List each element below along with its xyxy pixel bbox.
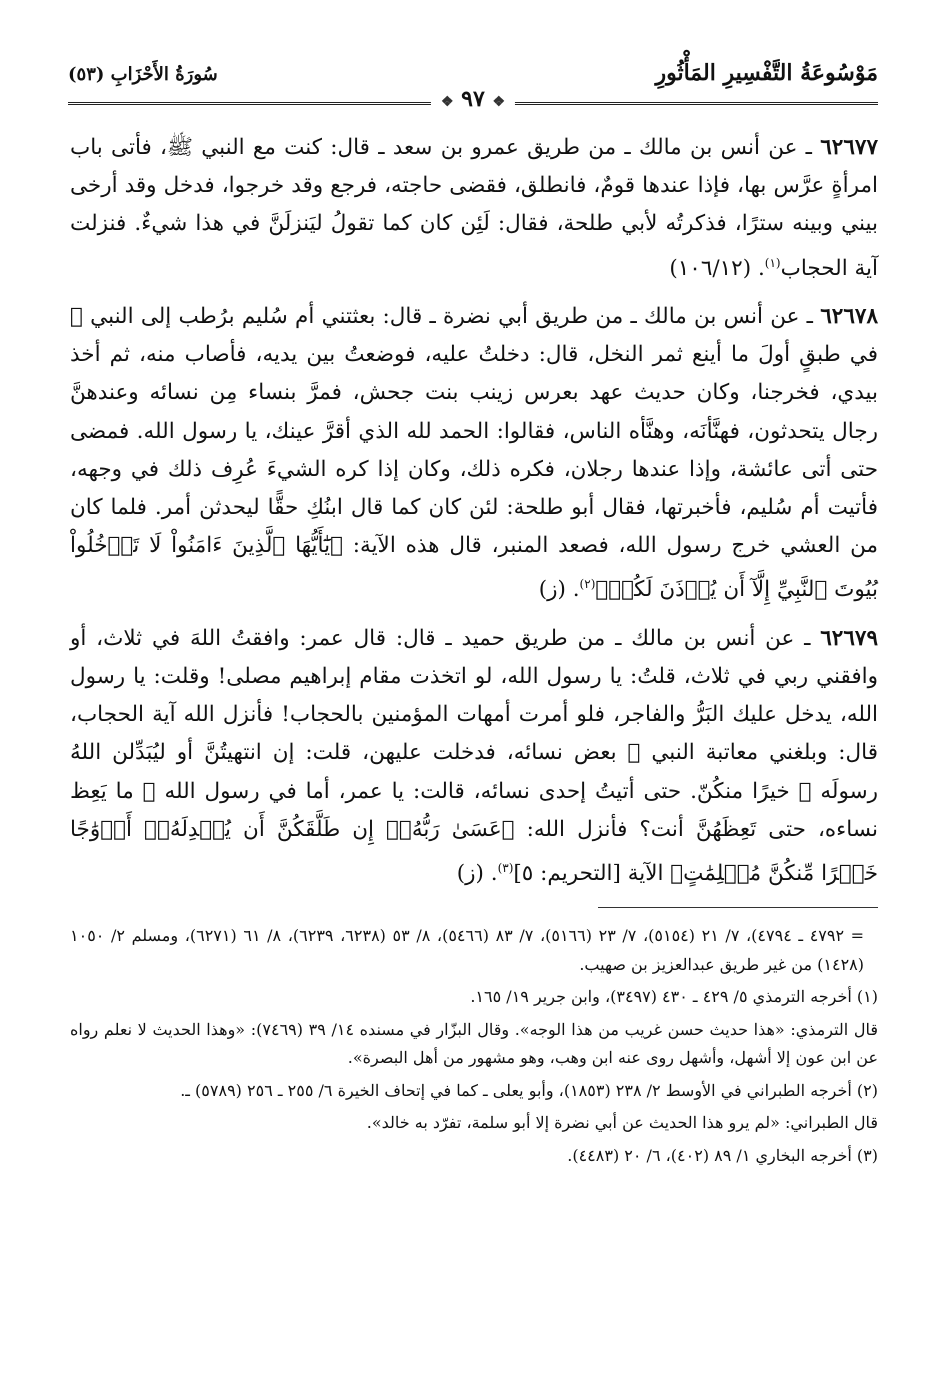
hadith-ref: . (ز) bbox=[456, 861, 498, 887]
hadith-ref: . (ز) bbox=[538, 577, 580, 603]
footnote-marker: (٣) bbox=[497, 860, 514, 875]
ornament-icon: ❖ bbox=[440, 94, 454, 110]
footnote: (١) أخرجه الترمذي ٥/ ٤٢٩ ـ ٤٣٠ (٣٤٩٧)، وابن جرير ١٩/ ١٦٥. bbox=[470, 987, 878, 1007]
footnote-continuation: = ٤٧٩٢ ـ ٤٧٩٤)، ٧/ ٢١ (٥١٥٤)، ٧/ ٢٣ (٥١٦٦)، ٧/ ٨٣ (٥٤٦٦)، ٨/ ٥٣ (٦٢٣٨، ٦٢٣٩)، ٨/ ٦١ (٦٢٧١)، ومسلم ٢/ ١٠٥٠ (١٤٢٨) من غير طريق عبدالعزيز بن صهيب. bbox=[70, 926, 865, 974]
footnote-separator bbox=[598, 907, 878, 908]
footnote: (٣) أخرجه البخاري ١/ ٨٩ (٤٠٢)، ٦/ ٢٠ (٤٤٨٣). bbox=[567, 1145, 878, 1165]
page-header bbox=[68, 52, 878, 112]
surah-title: سُورَةُ الأَحْزَابِ (٥٣) bbox=[68, 64, 218, 85]
hadith-ref: . (١٠٦/١٢) bbox=[669, 255, 765, 281]
book-page bbox=[70, 52, 878, 1174]
page-number: ٩٧ bbox=[461, 86, 485, 112]
hadith-text: ـ عن أنس بن مالك ـ من طريق عمرو بن سعد ـ قال: كنت مع النبي ﷺ، فأتى باب امرأةٍ عرَّس بها، فإذا عندها قومٌ، فانطلق، فقضى حاجته، فرجع وقد خرجوا، فدخل وقد أرخى بيني وبينه سترًا، فذكرتُه لأبي طلحة، فقال: لَئِن كان كما تقولُ ليَنزلَنَّ في هذا شيءٌ. فنزلت آية الحجاب bbox=[70, 135, 878, 281]
hadith-entry bbox=[70, 620, 878, 894]
footnote: (٢) أخرجه الطبراني في الأوسط ٢/ ٢٣٨ (١٨٥٣)، وأبو يعلى ـ كما في إتحاف الخيرة ٦/ ٢٥٥ ـ ٢٥٦ (٥٧٨٩) ـ. bbox=[180, 1080, 878, 1100]
footnote-marker: (١) bbox=[764, 255, 781, 270]
hadith-number: ٦٢٦٧٧ bbox=[820, 135, 878, 160]
footnote-comment: قال الطبراني: «لم يرو هذا الحديث عن أبي نضرة إلا أبو سلمة، تفرّد به خالد». bbox=[366, 1113, 878, 1133]
main-text bbox=[70, 129, 878, 893]
footnote-comment: قال الترمذي: «هذا حديث حسن غريب من هذا الوجه». وقال البزّار في مسنده ١٤/ ٣٩ (٧٤٦٩): «وهذا الحديث لا نعلم رواه عن ابن عون إلا أشهل، وأشهل روى عنه ابن وهب، وهو مشهور من أهل البصرة». bbox=[70, 1019, 879, 1068]
book-title: مَوْسُوعَةُ التَّفْسِيرِ المَأْثُورِ bbox=[655, 60, 878, 86]
footnotes bbox=[70, 922, 878, 1170]
hadith-number: ٦٢٦٧٩ bbox=[820, 625, 878, 651]
hadith-text: ـ عن أنس بن مالك ـ من طريق حميد ـ قال: قال عمر: وافقتُ اللهَ في ثلاث، أو وافقني ربي في ثلاث، قلتُ: يا رسول الله، لو اتخذت مقام إبراهيم مصلى! وقلت: يا رسول الله، يدخل عليك البَرُّ والفاجر، فلو أمرت أمهات المؤمنين بالحجاب! فأنزل الله آية الحجاب، قال: وبلغني معاتبة النبي ﷺ بعض نسائه، فدخلت عليهن، قلت: إن انتهيتُنَّ أو ليُبَدِّلن اللهُ رسولَه ﷺ خيرًا منكُنّ. حتى أتيتُ إحدى نسائه، قالت: يا عمر، أما في رسول الله ﷺ ما يَعِظ نساءه، حتى تَعِظَهُنَّ أنت؟ فأنزل الله: ﴿عَسَىٰ رَبُّهُۥٓ إِن طَلَّقَكُنَّ أَن يُبۡدِلَهُۥٓ أَزۡوَٰجًا خَيۡرًا مِّنكُنَّ مُسۡلِمَٰتٍ﴾ الآية [التحريم: ٥] bbox=[70, 625, 878, 887]
hadith-entry bbox=[70, 129, 878, 288]
hadith-text: ـ عن أنس بن مالك ـ من طريق أبي نضرة ـ قال: بعثتني أم سُليم برُطب إلى النبي ﷺ في طبقٍ أولَ ما أينع ثمر النخل، قال: دخلتُ عليه، فوضعتُ بين يديه، فأصاب منه، ثم أخذ بيدي، فخرجنا، وكان حديث عهد بعرس زينب بنت جحش، فمرَّ بنساء مِن نسائه وعندهنَّ رجال يتحدثون، فهنَّأنَه، وهنَّأه الناس، فقالوا: الحمد لله الذي أقرَّ عينك، يا رسول الله. فمضى حتى أتى عائشة، وإذا عندها رجلان، فكره ذلك، وكان إذا كره الشيءَ عُرِف ذلك في وجهه، فأتيت أم سُليم، فأخبرتها، فقال أبو طلحة: لئن كان كما قال ابنُكِ حقًّا ليحدثن أمر. فلما كان من العشي خرج رسول الله، فصعد المنبر، قال هذه الآية: ﴿يَٰٓأَيُّهَا ٱلَّذِينَ ءَامَنُواْ لَا تَدۡخُلُواْ بُيُوتَ ٱلنَّبِيِّ إِلَّآ أَن يُؤۡذَنَ لَكُمۡ﴾ bbox=[70, 303, 878, 603]
ornament-icon: ❖ bbox=[492, 94, 506, 110]
footnote-marker: (٢) bbox=[579, 577, 596, 592]
page-number-block bbox=[431, 86, 515, 112]
hadith-number: ٦٢٦٧٨ bbox=[820, 303, 878, 329]
hadith-entry bbox=[70, 298, 878, 610]
